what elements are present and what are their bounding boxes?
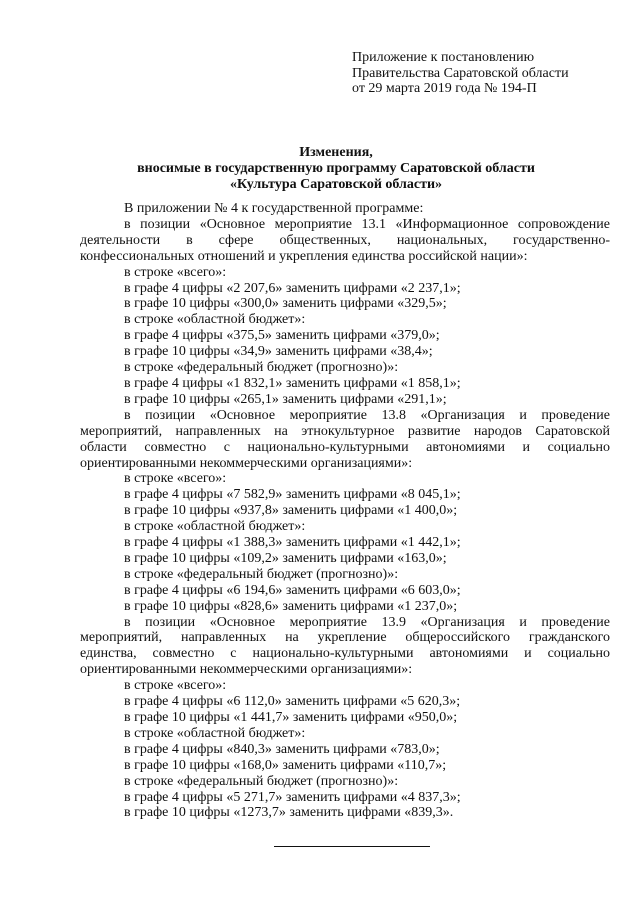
body-line: единства, совместно с национально-культурными автономиями и социально: [80, 646, 610, 662]
title-line-3: «Культура Саратовской области»: [229, 177, 443, 192]
body-line: в графе 10 цифры «34,9» заменить цифрами «38,4»;: [124, 344, 433, 360]
body-line: деятельности в сфере общественных, национальных, государственно-: [80, 232, 610, 248]
title-line-1: Изменения,: [299, 145, 373, 160]
body-line: в позиции «Основное мероприятие 13.9 «Организация и проведение: [124, 614, 610, 630]
body-line: в графе 4 цифры «6 112,0» заменить цифрами «5 620,3»;: [124, 694, 461, 710]
appendix-line-3: от 29 марта 2019 года № 194-П: [352, 81, 537, 96]
body-line: в строке «федеральный бюджет (прогнозно)»:: [124, 566, 399, 582]
body-line: в строке «областной бюджет»:: [124, 519, 306, 535]
body-line: в графе 4 цифры «6 194,6» заменить цифрами «6 603,0»;: [124, 582, 461, 598]
body-line: в позиции «Основное мероприятие 13.8 «Организация и проведение: [124, 407, 610, 423]
body-line: в графе 4 цифры «2 207,6» заменить цифрами «2 237,1»;: [124, 280, 461, 296]
body-line: области совместно с национально-культурными автономиями и социально: [80, 439, 610, 455]
body-line: в строке «федеральный бюджет (прогнозно)»:: [124, 773, 399, 789]
body-line: мероприятий, направленных на укрепление общероссийского гражданского: [80, 630, 610, 646]
body-line: мероприятий, направленных на этнокультурное развитие народов Саратовской: [80, 423, 610, 439]
body-line: в графе 10 цифры «1 441,7» заменить цифрами «950,0»;: [124, 710, 458, 725]
body-line: в графе 10 цифры «168,0» заменить цифрами «110,7»;: [124, 757, 447, 773]
body-line: в строке «всего»:: [124, 471, 227, 487]
body-line: в графе 10 цифры «300,0» заменить цифрами «329,5»;: [124, 296, 447, 312]
document-title: [80, 145, 592, 193]
body-line: в строке «всего»:: [124, 264, 227, 280]
body-line: в графе 10 цифры «109,2» заменить цифрами «163,0»;: [124, 550, 447, 566]
body-line: ориентированными некоммерческими организациями»:: [80, 662, 413, 678]
body-line: конфессиональных отношений и укрепления единства российской нации»:: [80, 248, 528, 264]
appendix-line-1: Приложение к постановлению: [352, 50, 535, 65]
body-line: в строке «областной бюджет»:: [124, 725, 306, 741]
body-line: в графе 10 цифры «937,8» заменить цифрами «1 400,0»;: [124, 503, 458, 519]
closing-divider: [274, 846, 430, 847]
appendix-line-2: Правительства Саратовской области: [352, 65, 569, 81]
document-body: [80, 201, 610, 821]
body-line: в графе 10 цифры «1273,7» заменить цифрами «839,3».: [124, 805, 454, 821]
appendix-header: [352, 50, 612, 97]
body-line: в строке «федеральный бюджет (прогнозно)»:: [124, 360, 399, 376]
body-line: ориентированными некоммерческими организациями»:: [80, 455, 413, 471]
body-line: в графе 4 цифры «840,3» заменить цифрами «783,0»;: [124, 741, 440, 757]
body-line: в строке «всего»:: [124, 678, 227, 694]
body-line: в графе 4 цифры «1 832,1» заменить цифрами «1 858,1»;: [124, 375, 461, 391]
body-line: в графе 4 цифры «1 388,3» заменить цифрами «1 442,1»;: [124, 535, 461, 551]
body-line: в позиции «Основное мероприятие 13.1 «Информационное сопровождение: [124, 216, 610, 232]
body-line: в графе 10 цифры «828,6» заменить цифрами «1 237,0»;: [124, 598, 458, 614]
body-line: в графе 4 цифры «7 582,9» заменить цифрами «8 045,1»;: [124, 487, 461, 503]
body-line: в графе 4 цифры «5 271,7» заменить цифрами «4 837,3»;: [124, 789, 461, 805]
body-line: в графе 4 цифры «375,5» заменить цифрами «379,0»;: [124, 328, 440, 344]
body-line: В приложении № 4 к государственной программе:: [124, 201, 424, 216]
body-line: в графе 10 цифры «265,1» заменить цифрами «291,1»;: [124, 391, 447, 407]
body-line: в строке «областной бюджет»:: [124, 312, 306, 328]
title-line-2: вносимые в государственную программу Саратовской области: [137, 161, 535, 176]
